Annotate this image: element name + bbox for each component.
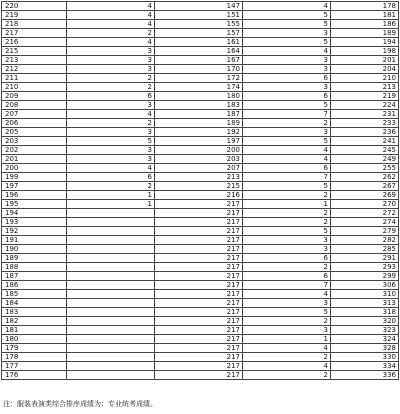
count-cell: 201	[331, 56, 399, 65]
count-cell: 217	[155, 317, 243, 326]
table-row	[2, 119, 399, 128]
count-cell	[67, 209, 155, 218]
table-row	[2, 128, 399, 137]
table-row	[2, 227, 399, 236]
count-cell: 3	[243, 65, 331, 74]
count-cell: 213	[331, 83, 399, 92]
count-cell	[67, 281, 155, 290]
count-cell: 172	[155, 74, 243, 83]
score-cell: 217	[2, 29, 67, 38]
count-cell: 270	[331, 200, 399, 209]
footnote: 注：服装表演类综合排序成绩为：专业统考成绩。	[3, 400, 157, 408]
table-row	[2, 209, 399, 218]
count-cell: 217	[155, 344, 243, 353]
count-cell: 187	[155, 110, 243, 119]
table-row	[2, 272, 399, 281]
count-cell: 207	[155, 164, 243, 173]
table-row	[2, 164, 399, 173]
count-cell: 5	[243, 101, 331, 110]
score-cell: 189	[2, 254, 67, 263]
count-cell: 2	[67, 83, 155, 92]
count-cell: 170	[155, 65, 243, 74]
count-cell: 282	[331, 236, 399, 245]
count-cell: 249	[331, 155, 399, 164]
table-row	[2, 299, 399, 308]
count-cell: 272	[331, 209, 399, 218]
count-cell: 2	[243, 191, 331, 200]
score-cell: 180	[2, 335, 67, 344]
count-cell: 5	[243, 20, 331, 29]
count-cell: 174	[155, 83, 243, 92]
count-cell	[67, 254, 155, 263]
count-cell: 219	[331, 92, 399, 101]
score-cell: 218	[2, 20, 67, 29]
count-cell: 267	[331, 182, 399, 191]
score-cell: 200	[2, 164, 67, 173]
count-cell: 3	[243, 245, 331, 254]
table-row	[2, 236, 399, 245]
count-cell: 255	[331, 164, 399, 173]
score-cell: 178	[2, 353, 67, 362]
count-cell: 291	[331, 254, 399, 263]
count-cell: 306	[331, 281, 399, 290]
count-cell: 4	[243, 290, 331, 299]
count-cell: 3	[67, 47, 155, 56]
count-cell: 161	[155, 38, 243, 47]
table-row	[2, 11, 399, 20]
score-cell: 212	[2, 65, 67, 74]
count-cell: 7	[243, 281, 331, 290]
score-cell: 190	[2, 245, 67, 254]
count-cell: 178	[331, 2, 399, 11]
score-cell: 184	[2, 299, 67, 308]
score-cell: 191	[2, 236, 67, 245]
table-row	[2, 155, 399, 164]
count-cell	[67, 362, 155, 371]
table-row	[2, 110, 399, 119]
count-cell: 4	[67, 110, 155, 119]
table-row	[2, 74, 399, 83]
count-cell: 155	[155, 20, 243, 29]
count-cell: 4	[243, 146, 331, 155]
count-cell: 200	[155, 146, 243, 155]
table-row	[2, 362, 399, 371]
score-cell: 207	[2, 110, 67, 119]
count-cell: 224	[331, 101, 399, 110]
count-cell: 336	[331, 371, 399, 380]
count-cell: 157	[155, 29, 243, 38]
count-cell: 181	[331, 11, 399, 20]
table-row	[2, 263, 399, 272]
score-cell: 193	[2, 218, 67, 227]
score-cell: 211	[2, 74, 67, 83]
count-cell: 3	[243, 83, 331, 92]
count-cell: 4	[243, 47, 331, 56]
count-cell: 217	[155, 326, 243, 335]
count-cell: 1	[67, 191, 155, 200]
count-cell	[67, 335, 155, 344]
count-cell: 194	[331, 38, 399, 47]
count-cell: 7	[243, 110, 331, 119]
count-cell: 217	[155, 245, 243, 254]
count-cell: 217	[155, 335, 243, 344]
table-row	[2, 281, 399, 290]
count-cell: 1	[243, 335, 331, 344]
table-row	[2, 353, 399, 362]
count-cell: 186	[331, 20, 399, 29]
count-cell: 189	[155, 119, 243, 128]
count-cell: 5	[243, 227, 331, 236]
table-row	[2, 2, 399, 11]
count-cell: 1	[243, 200, 331, 209]
count-cell: 2	[67, 119, 155, 128]
count-cell: 334	[331, 362, 399, 371]
count-cell: 2	[243, 119, 331, 128]
table-row	[2, 371, 399, 380]
count-cell: 217	[155, 299, 243, 308]
score-table-body	[2, 2, 399, 380]
count-cell: 236	[331, 128, 399, 137]
count-cell: 4	[243, 344, 331, 353]
count-cell: 5	[243, 308, 331, 317]
count-cell: 217	[155, 353, 243, 362]
count-cell: 7	[243, 173, 331, 182]
count-cell	[67, 263, 155, 272]
count-cell: 4	[67, 164, 155, 173]
count-cell: 4	[243, 155, 331, 164]
table-row	[2, 317, 399, 326]
score-cell: 201	[2, 155, 67, 164]
count-cell: 2	[243, 371, 331, 380]
count-cell: 6	[243, 272, 331, 281]
score-cell: 209	[2, 92, 67, 101]
table-row	[2, 56, 399, 65]
score-cell: 220	[2, 2, 67, 11]
count-cell	[67, 299, 155, 308]
count-cell: 167	[155, 56, 243, 65]
score-cell: 185	[2, 290, 67, 299]
count-cell: 3	[243, 236, 331, 245]
count-cell	[67, 227, 155, 236]
table-row	[2, 65, 399, 74]
count-cell: 2	[67, 29, 155, 38]
score-cell: 216	[2, 38, 67, 47]
count-cell: 4	[67, 2, 155, 11]
count-cell	[67, 317, 155, 326]
count-cell: 324	[331, 335, 399, 344]
count-cell: 6	[67, 92, 155, 101]
count-cell: 3	[243, 326, 331, 335]
table-row	[2, 308, 399, 317]
table-row	[2, 245, 399, 254]
count-cell: 4	[67, 11, 155, 20]
count-cell: 2	[67, 182, 155, 191]
count-cell	[67, 344, 155, 353]
count-cell: 285	[331, 245, 399, 254]
count-cell: 215	[155, 182, 243, 191]
count-cell: 2	[243, 263, 331, 272]
count-cell: 213	[155, 173, 243, 182]
count-cell: 6	[243, 254, 331, 263]
score-cell: 181	[2, 326, 67, 335]
count-cell: 180	[155, 92, 243, 101]
score-cell: 205	[2, 128, 67, 137]
count-cell: 217	[155, 371, 243, 380]
count-cell: 217	[155, 281, 243, 290]
table-row	[2, 191, 399, 200]
count-cell	[67, 290, 155, 299]
table-row	[2, 101, 399, 110]
table-row	[2, 290, 399, 299]
count-cell: 241	[331, 137, 399, 146]
count-cell: 217	[155, 254, 243, 263]
score-cell: 206	[2, 119, 67, 128]
count-cell: 4	[67, 38, 155, 47]
count-cell: 216	[155, 191, 243, 200]
count-cell: 217	[155, 218, 243, 227]
score-cell: 210	[2, 83, 67, 92]
count-cell: 4	[67, 20, 155, 29]
table-row	[2, 29, 399, 38]
score-cell: 196	[2, 191, 67, 200]
table-row	[2, 254, 399, 263]
table-row	[2, 173, 399, 182]
score-cell: 202	[2, 146, 67, 155]
count-cell: 147	[155, 2, 243, 11]
score-cell: 177	[2, 362, 67, 371]
table-row	[2, 146, 399, 155]
score-cell: 195	[2, 200, 67, 209]
count-cell: 3	[243, 56, 331, 65]
score-table	[1, 1, 399, 380]
count-cell: 3	[243, 299, 331, 308]
count-cell: 192	[155, 128, 243, 137]
count-cell	[67, 272, 155, 281]
count-cell: 217	[155, 227, 243, 236]
count-cell: 3	[67, 146, 155, 155]
table-row	[2, 47, 399, 56]
count-cell: 320	[331, 317, 399, 326]
count-cell: 203	[155, 155, 243, 164]
score-cell: 192	[2, 227, 67, 236]
score-cell: 176	[2, 371, 67, 380]
table-row	[2, 335, 399, 344]
table-row	[2, 200, 399, 209]
count-cell	[67, 326, 155, 335]
count-cell: 328	[331, 344, 399, 353]
count-cell: 1	[67, 200, 155, 209]
count-cell: 233	[331, 119, 399, 128]
count-cell: 217	[155, 290, 243, 299]
count-cell: 279	[331, 227, 399, 236]
count-cell: 5	[243, 38, 331, 47]
count-cell: 183	[155, 101, 243, 110]
score-cell: 215	[2, 47, 67, 56]
count-cell: 217	[155, 263, 243, 272]
count-cell	[67, 245, 155, 254]
count-cell: 4	[243, 2, 331, 11]
table-row	[2, 182, 399, 191]
count-cell: 299	[331, 272, 399, 281]
score-cell: 179	[2, 344, 67, 353]
count-cell: 4	[243, 362, 331, 371]
count-cell: 3	[243, 29, 331, 38]
count-cell: 217	[155, 200, 243, 209]
count-cell: 2	[243, 209, 331, 218]
score-cell: 197	[2, 182, 67, 191]
count-cell: 197	[155, 137, 243, 146]
score-cell: 183	[2, 308, 67, 317]
count-cell	[67, 308, 155, 317]
count-cell: 3	[67, 65, 155, 74]
count-cell: 2	[243, 353, 331, 362]
score-cell: 219	[2, 11, 67, 20]
count-cell: 6	[243, 74, 331, 83]
count-cell: 2	[243, 218, 331, 227]
count-cell: 2	[67, 74, 155, 83]
count-cell: 313	[331, 299, 399, 308]
count-cell: 6	[243, 92, 331, 101]
count-cell: 204	[331, 65, 399, 74]
count-cell: 198	[331, 47, 399, 56]
count-cell: 2	[243, 317, 331, 326]
count-cell: 293	[331, 263, 399, 272]
count-cell	[67, 371, 155, 380]
count-cell: 262	[331, 173, 399, 182]
count-cell: 189	[331, 29, 399, 38]
table-row	[2, 20, 399, 29]
score-cell: 213	[2, 56, 67, 65]
table-row	[2, 83, 399, 92]
count-cell: 217	[155, 308, 243, 317]
count-cell: 3	[67, 155, 155, 164]
count-cell: 330	[331, 353, 399, 362]
score-cell: 182	[2, 317, 67, 326]
count-cell: 217	[155, 272, 243, 281]
count-cell: 5	[243, 137, 331, 146]
score-cell: 208	[2, 101, 67, 110]
table-row	[2, 92, 399, 101]
count-cell: 210	[331, 74, 399, 83]
count-cell: 5	[243, 182, 331, 191]
table-row	[2, 218, 399, 227]
count-cell: 3	[67, 56, 155, 65]
count-cell: 151	[155, 11, 243, 20]
count-cell: 231	[331, 110, 399, 119]
count-cell: 5	[67, 137, 155, 146]
score-cell: 199	[2, 173, 67, 182]
count-cell	[67, 353, 155, 362]
count-cell: 318	[331, 308, 399, 317]
count-cell: 3	[243, 128, 331, 137]
score-cell: 186	[2, 281, 67, 290]
count-cell: 217	[155, 236, 243, 245]
count-cell: 245	[331, 146, 399, 155]
count-cell: 6	[243, 164, 331, 173]
count-cell: 6	[67, 173, 155, 182]
count-cell: 3	[67, 101, 155, 110]
count-cell: 310	[331, 290, 399, 299]
score-cell: 194	[2, 209, 67, 218]
count-cell	[67, 236, 155, 245]
score-cell: 203	[2, 137, 67, 146]
count-cell: 5	[243, 11, 331, 20]
count-cell: 164	[155, 47, 243, 56]
count-cell: 269	[331, 191, 399, 200]
count-cell: 3	[67, 128, 155, 137]
count-cell: 274	[331, 218, 399, 227]
table-row	[2, 38, 399, 47]
count-cell: 323	[331, 326, 399, 335]
table-row	[2, 344, 399, 353]
table-row	[2, 137, 399, 146]
score-cell: 188	[2, 263, 67, 272]
table-row	[2, 326, 399, 335]
count-cell: 217	[155, 362, 243, 371]
count-cell: 217	[155, 209, 243, 218]
count-cell	[67, 218, 155, 227]
score-cell: 187	[2, 272, 67, 281]
